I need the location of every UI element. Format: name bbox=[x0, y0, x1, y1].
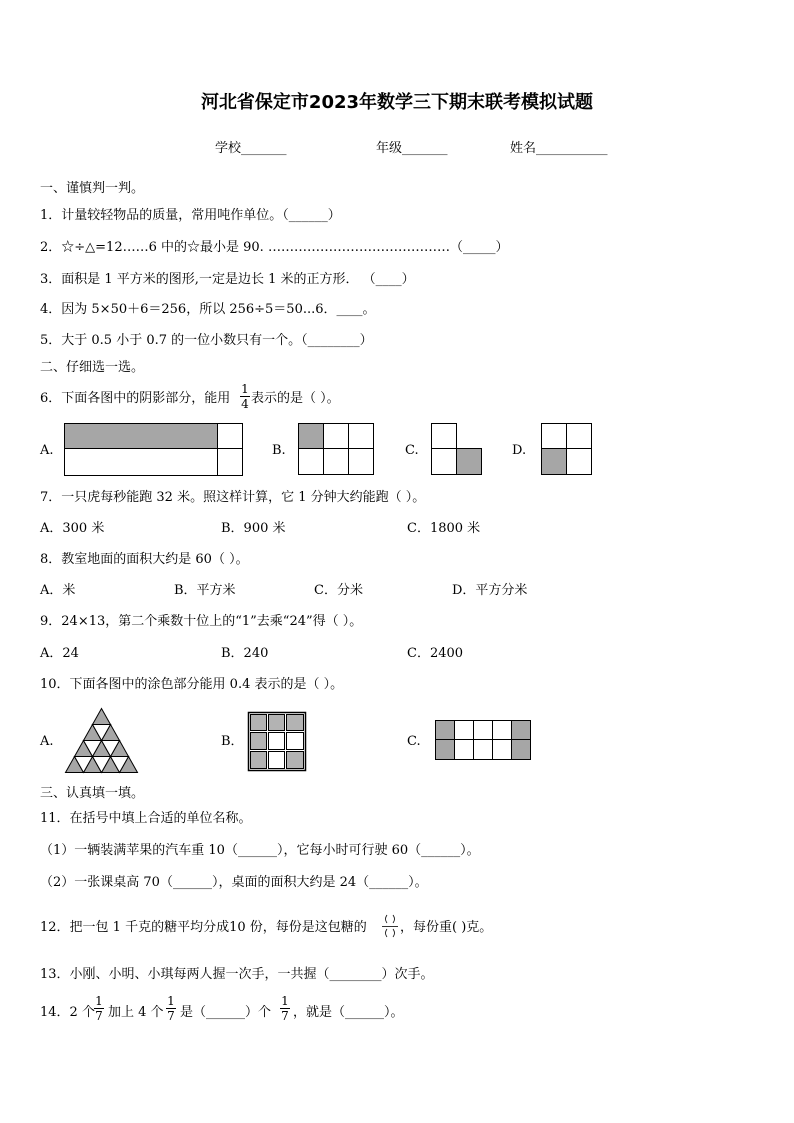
q14-fraction-3 bbox=[280, 995, 290, 1022]
fraction-denominator: 7 bbox=[95, 1009, 103, 1023]
q9-option-b: B．240 bbox=[221, 646, 269, 661]
q6-option-c-label: C. bbox=[405, 443, 419, 458]
question-6-fraction bbox=[240, 383, 250, 410]
q12-blank-fraction bbox=[381, 913, 399, 941]
question-14-part-a: 14．2 个 bbox=[40, 1005, 95, 1020]
question-14-part-d: ，就是（______）。 bbox=[293, 1005, 404, 1020]
fraction-denominator: 7 bbox=[167, 1009, 175, 1023]
fraction-numerator: 1 bbox=[281, 994, 289, 1008]
question-8: 8．教室地面的面积大约是 60（ ）。 bbox=[40, 552, 249, 567]
q6-figure-d bbox=[541, 423, 595, 477]
question-12-text-end: ，每份重( )克。 bbox=[400, 920, 493, 935]
q14-fraction-1 bbox=[94, 995, 104, 1022]
fraction-numerator: 1 bbox=[95, 994, 103, 1008]
fraction-numerator: 1 bbox=[167, 994, 175, 1008]
section-3-heading: 三、认真填一填。 bbox=[40, 786, 145, 801]
q10-option-a-label: A. bbox=[40, 734, 54, 749]
question-11-part-1: （1）一辆装满苹果的汽车重 10（______），它每小时可行驶 60（______）。 bbox=[40, 843, 480, 858]
question-4: 4．因为 5×50＋6＝256，所以 256÷5＝50...6．____。 bbox=[40, 302, 376, 317]
q10-option-c-label: C. bbox=[407, 734, 421, 749]
q9-option-c: C．2400 bbox=[407, 646, 464, 661]
question-14-part-b: 加上 4 个 bbox=[108, 1005, 164, 1020]
q6-figure-a bbox=[64, 423, 244, 477]
question-11-part-2: （2）一张课桌高 70（______），桌面的面积大约是 24（______）。 bbox=[40, 875, 428, 890]
question-1: 1．计量较轻物品的质量，常用吨作单位。（______） bbox=[40, 208, 341, 223]
question-5: 5．大于 0.5 小于 0.7 的一位小数只有一个。（________） bbox=[40, 333, 373, 348]
question-14-part-c: 是（______）个 bbox=[180, 1005, 272, 1020]
question-12-text: 12．把一包 1 千克的糖平均分成10 份，每份是这包糖的 bbox=[40, 920, 367, 935]
question-11: 11．在括号中填上合适的单位名称。 bbox=[40, 811, 252, 826]
q9-option-a: A．24 bbox=[40, 646, 79, 661]
question-2: 2．☆÷△=12……6 中的☆最小是 90. ……………………………………（_____） bbox=[40, 240, 509, 255]
fraction-denominator: 7 bbox=[281, 1009, 289, 1023]
q7-option-a: A．300 米 bbox=[40, 521, 105, 536]
fraction-denominator: 4 bbox=[241, 397, 249, 411]
section-1-heading: 一、谨慎判一判。 bbox=[40, 181, 145, 196]
q6-option-d-label: D. bbox=[512, 443, 527, 458]
q7-option-c: C．1800 米 bbox=[407, 521, 481, 536]
q8-option-b: B．平方米 bbox=[174, 583, 236, 598]
question-6-text: 6．下面各图中的阴影部分，能用 bbox=[40, 391, 231, 406]
page-title: 河北省保定市2023年数学三下期末联考模拟试题 bbox=[200, 92, 594, 113]
school-field: 学校_______ bbox=[215, 141, 287, 156]
question-3: 3．面积是 1 平方米的图形,一定是边长 1 米的正方形． （____） bbox=[40, 272, 415, 287]
question-7: 7．一只虎每秒能跑 32 米。照这样计算，它 1 分钟大约能跑（ ）。 bbox=[40, 490, 426, 505]
q6-option-b-label: B. bbox=[272, 443, 286, 458]
question-6-text-end: 表示的是（ ）。 bbox=[251, 391, 340, 406]
q10-figure-a-triangle bbox=[64, 708, 140, 774]
question-9: 9．24×13，第二个乘数十位上的“1”去乘“24”得（ ）。 bbox=[40, 614, 363, 629]
q10-option-b-label: B． bbox=[221, 734, 244, 749]
name-field: 姓名___________ bbox=[510, 141, 608, 156]
q8-option-d: D．平方分米 bbox=[452, 583, 528, 598]
grade-field: 年级_______ bbox=[376, 141, 448, 156]
q7-option-b: B．900 米 bbox=[221, 521, 286, 536]
q6-option-a-label: A. bbox=[40, 443, 54, 458]
q14-fraction-2 bbox=[166, 995, 176, 1022]
question-13: 13．小刚、小明、小琪每两人握一次手，一共握（________）次手。 bbox=[40, 967, 434, 982]
q10-figure-c-grid bbox=[435, 720, 533, 762]
section-2-heading: 二、仔细选一选。 bbox=[40, 360, 145, 375]
q6-figure-c bbox=[431, 423, 485, 477]
q8-option-a: A．米 bbox=[40, 583, 76, 598]
q8-option-c: C．分米 bbox=[314, 583, 363, 598]
question-10: 10．下面各图中的涂色部分能用 0.4 表示的是（ ）。 bbox=[40, 677, 344, 692]
q6-figure-b bbox=[298, 423, 376, 477]
q10-figure-b-grid bbox=[248, 712, 308, 772]
fraction-numerator: 1 bbox=[241, 382, 249, 396]
